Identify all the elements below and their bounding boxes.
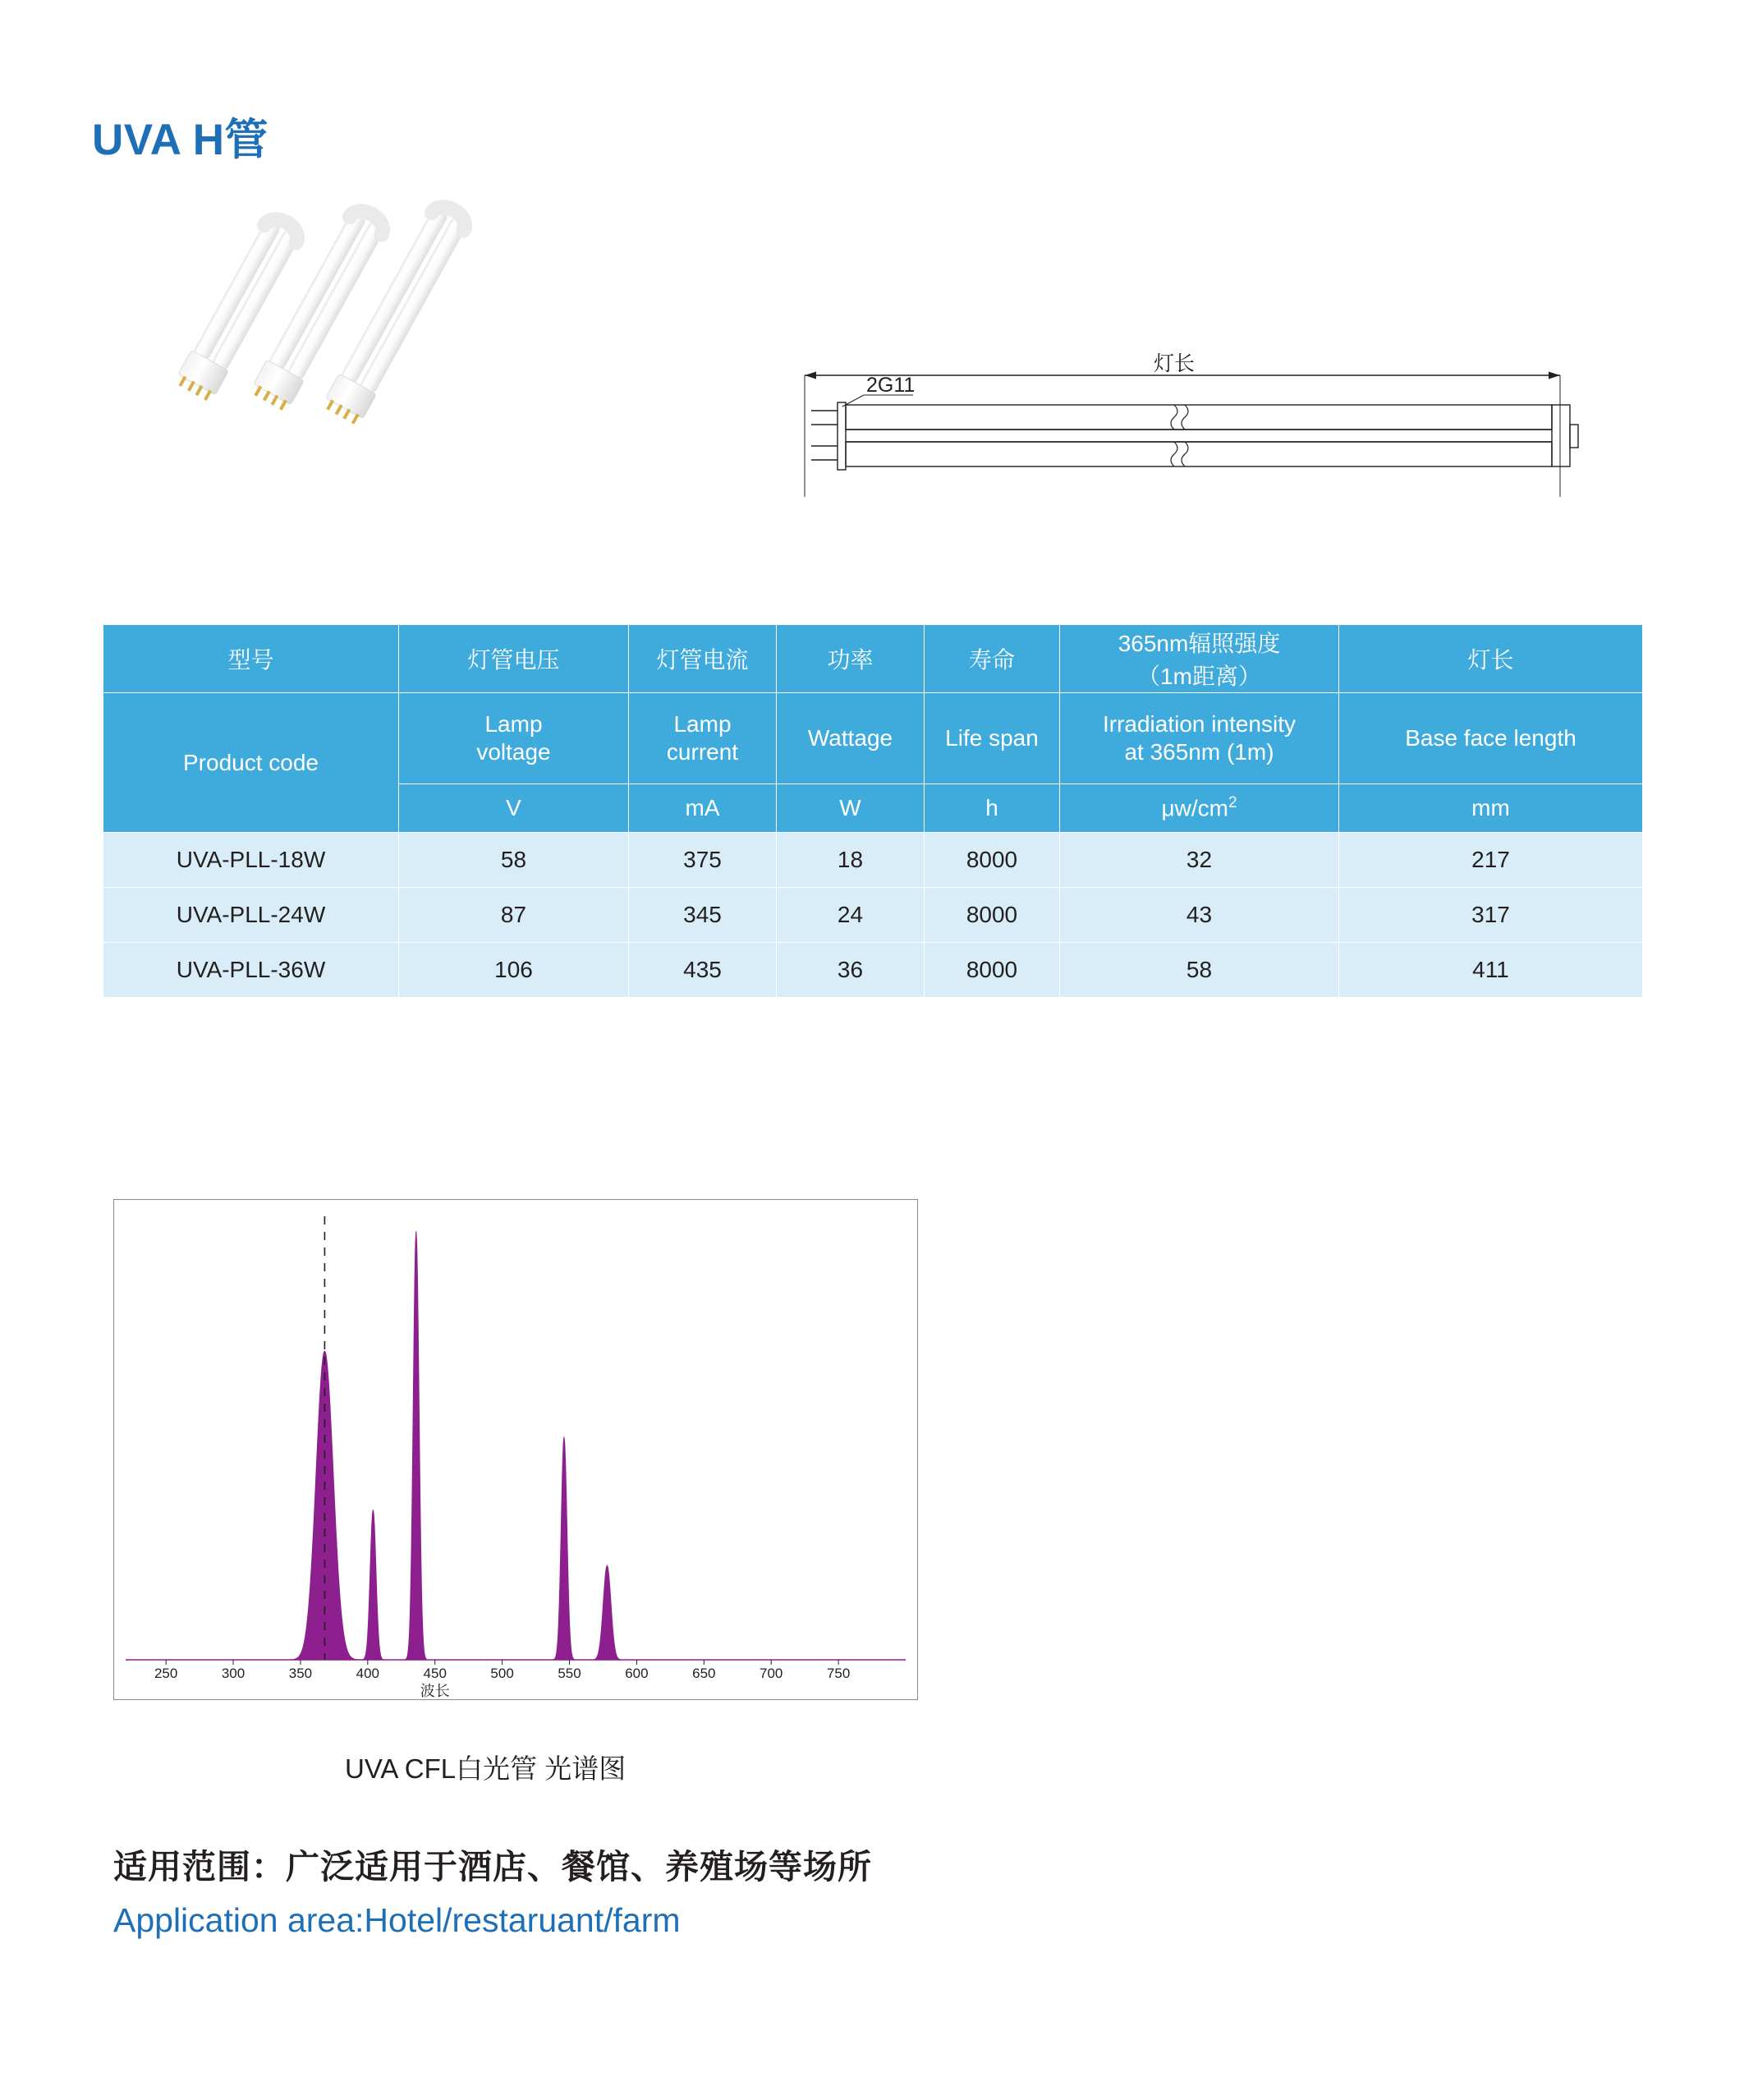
drawing-length-label: 灯长 [1153,352,1196,375]
header-cn-irradiation-line2: （1m距离） [1137,664,1261,689]
header-en-lamp-voltage-line2: voltage [476,739,551,765]
axis-tick-label: 550 [558,1666,581,1681]
chart-caption: UVA CFL白光管 光谱图 [345,1753,626,1784]
cell-lamp-voltage: 106 [399,943,629,998]
unit-base-face-length: mm [1339,784,1643,833]
axis-tick-label: 300 [221,1666,246,1681]
specification-table [103,624,1643,998]
header-en-lamp-current-line2: current [666,739,739,765]
lamp-illustration [189,209,649,554]
header-en-irradiation-line1: Irradiation intensity [1102,711,1296,738]
cell-lamp-voltage: 87 [399,888,629,943]
header-cn-lamp-current: 灯管电流 [629,625,777,693]
cell-life-span: 8000 [925,833,1060,888]
product-photo [189,209,649,554]
header-en-base-face-length: Base face length [1339,693,1643,784]
table-row [103,888,1643,943]
unit-wattage: W [777,784,925,833]
dimension-drawing [788,352,1609,538]
spectrum-chart [113,1199,918,1700]
header-en-irradiation [1060,693,1339,784]
header-en-lamp-current-line1: Lamp [673,711,732,738]
cell-irradiation: 43 [1060,888,1339,943]
cell-lamp-current: 375 [629,833,777,888]
unit-lamp-current: mA [629,784,777,833]
table-row [103,833,1643,888]
axis-tick-label: 250 [154,1666,178,1681]
header-cn-wattage: 功率 [777,625,925,693]
cell-lamp-voltage: 58 [399,833,629,888]
table-row [103,943,1643,998]
header-en-lamp-voltage-line1: Lamp [484,711,543,738]
cell-life-span: 8000 [925,943,1060,998]
cell-life-span: 8000 [925,888,1060,943]
header-en-irradiation-line2: at 365nm (1m) [1124,739,1274,765]
header-en-product-code: Product code [103,693,399,833]
drawing-base-label: 2G11 [866,374,916,397]
header-cn-irradiation-line1: 365nm辐照强度 [1118,631,1281,656]
x-axis-label: 波长 [420,1683,450,1699]
cell-product-code: UVA-PLL-18W [103,833,399,888]
application-area-en: Application area:Hotel/restaruant/farm [113,1901,681,1939]
axis-tick-label: 500 [490,1666,514,1681]
application-area-cn: 适用范围：广泛适用于酒店、餐馆、养殖场等场所 [113,1848,872,1886]
axis-tick-label: 600 [625,1666,649,1681]
cell-wattage: 24 [777,888,925,943]
cell-wattage: 18 [777,833,925,888]
header-cn-life-span: 寿命 [925,625,1060,693]
table-header-row-en [103,693,1643,784]
cell-base-face-length: 217 [1339,833,1643,888]
cell-base-face-length: 411 [1339,943,1643,998]
cell-product-code: UVA-PLL-36W [103,943,399,998]
header-en-lamp-current [629,693,777,784]
cell-irradiation: 58 [1060,943,1339,998]
header-cn-base-face-length: 灯长 [1339,625,1643,693]
header-en-wattage: Wattage [777,693,925,784]
axis-tick-label: 700 [760,1666,783,1681]
axis-tick-label: 650 [692,1666,716,1681]
header-cn-irradiation [1060,625,1339,693]
unit-irradiation-exponent: 2 [1228,794,1237,812]
axis-tick-label: 750 [826,1666,851,1681]
header-en-life-span: Life span [925,693,1060,784]
header-en-lamp-voltage [399,693,629,784]
cell-lamp-current: 345 [629,888,777,943]
table-header-row-cn [103,625,1643,693]
unit-irradiation-base: μw/cm [1161,795,1228,821]
axis-tick-label: 450 [423,1666,447,1681]
cell-wattage: 36 [777,943,925,998]
axis-tick-label: 350 [288,1666,313,1681]
page-title: UVA H管 [92,116,268,164]
unit-irradiation [1060,784,1339,833]
cell-product-code: UVA-PLL-24W [103,888,399,943]
cell-base-face-length: 317 [1339,888,1643,943]
spectrum-curve [126,1231,906,1660]
header-cn-product-code: 型号 [103,625,399,693]
unit-lamp-voltage: V [399,784,629,833]
cell-irradiation: 32 [1060,833,1339,888]
axis-tick-label: 400 [356,1666,380,1681]
cell-lamp-current: 435 [629,943,777,998]
spectrum-plot [114,1200,917,1699]
header-cn-lamp-voltage: 灯管电压 [399,625,629,693]
unit-life-span: h [925,784,1060,833]
